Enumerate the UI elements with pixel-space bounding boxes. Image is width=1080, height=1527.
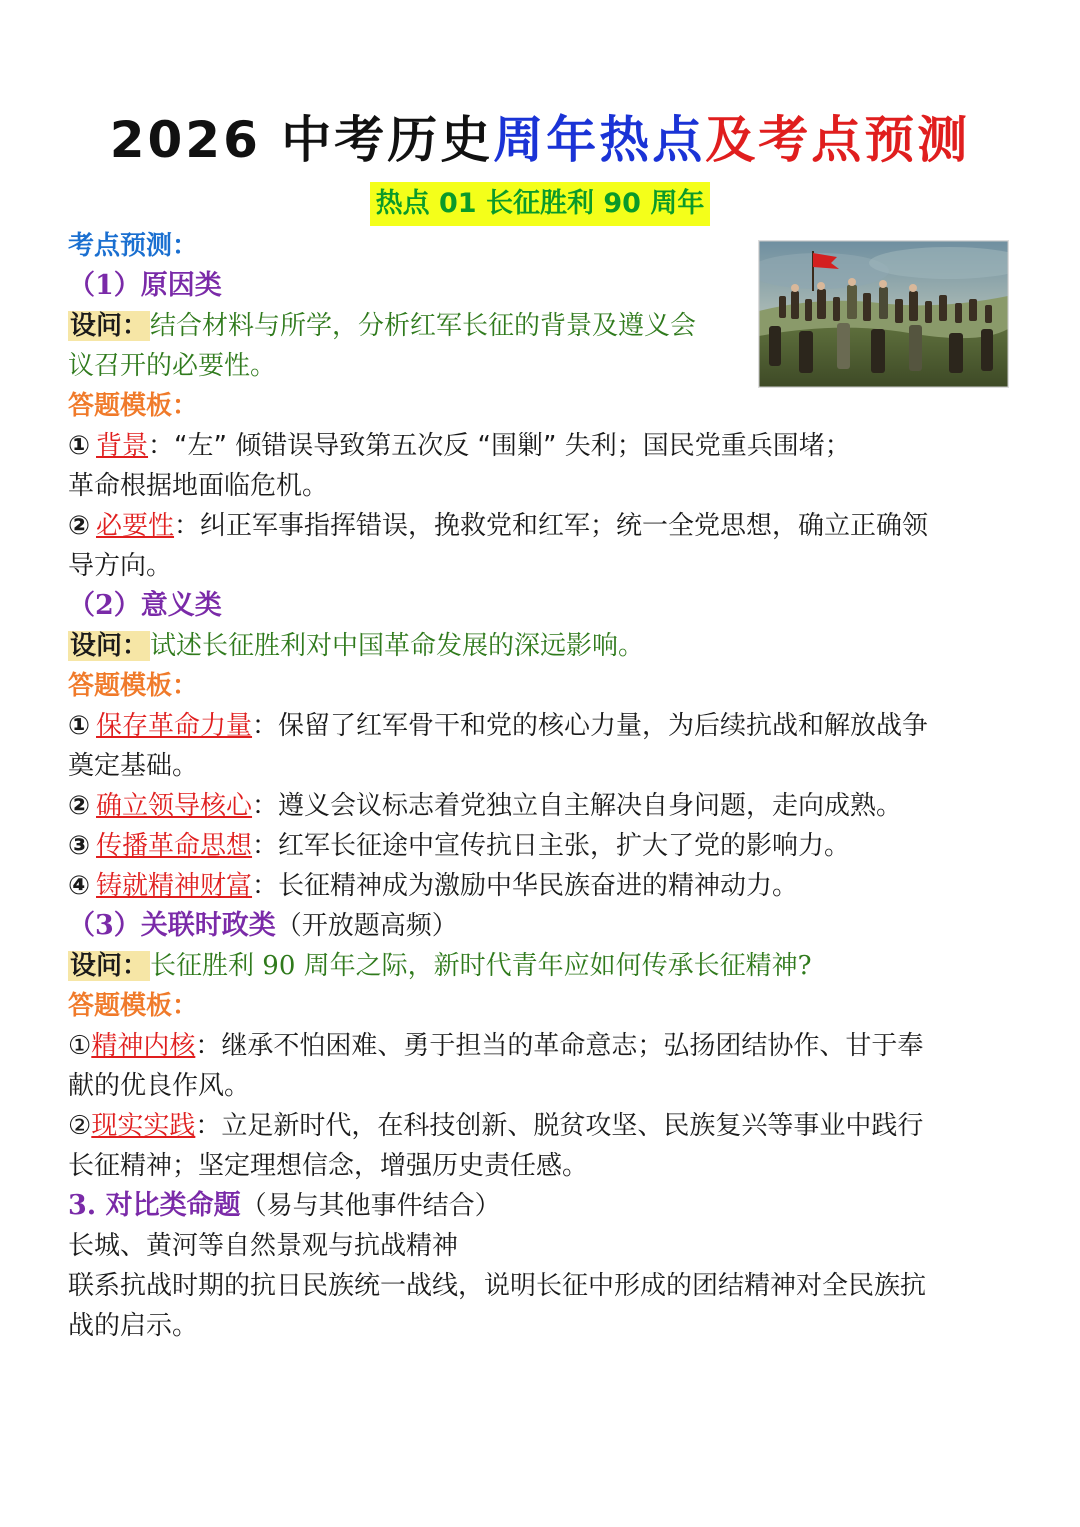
cat1-title-line <box>68 266 1018 306</box>
page-title <box>0 100 1080 172</box>
cat3-title: （3）关联时政类 <box>68 910 276 941</box>
cat3-title-line <box>68 906 1018 946</box>
item-text-cont: 长征精神；坚定理想信念，增强历史责任感。 <box>68 1151 589 1181</box>
cat2-title-line <box>68 586 1018 626</box>
template-label: 答题模板： <box>68 991 199 1021</box>
cat3-note: （开放题高频） <box>275 911 458 941</box>
cat1-item2-line1 <box>68 506 1018 546</box>
item-text: ：遵义会议标志着党独立自主解决自身问题，走向成熟。 <box>252 791 903 821</box>
item-keyword: 传播革命思想 <box>96 831 253 861</box>
cat1-title: （1）原因类 <box>68 270 222 301</box>
cat3-item2-line1 <box>68 1106 1018 1146</box>
cat3-item1-line1 <box>68 1026 1018 1066</box>
item-text: ：纠正军事指挥错误，挽救党和红军；统一全党思想，确立正确领 <box>174 511 929 541</box>
item-keyword: 背景 <box>96 431 149 461</box>
cat3-question-line <box>68 946 1018 986</box>
question-label: 设问： <box>70 951 149 981</box>
item-keyword: 必要性 <box>96 511 175 541</box>
cat2-item2-line <box>68 786 1018 826</box>
item-number: ② <box>68 1111 92 1141</box>
item-text: ：立足新时代，在科技创新、脱贫攻坚、民族复兴等事业中践行 <box>195 1111 924 1141</box>
cat1-question-l1: 结合材料与所学，分析红军长征的背景及遵义会 <box>150 311 697 341</box>
title-part3: 及考点预测 <box>705 111 971 169</box>
question-label: 设问： <box>70 631 149 661</box>
cat2-title: （2）意义类 <box>68 590 222 621</box>
cat2-question: 试述长征胜利对中国革命发展的深远影响。 <box>150 631 645 661</box>
item-number: ④ <box>68 871 91 901</box>
cat4-line1 <box>68 1226 1018 1266</box>
content <box>68 226 1018 1346</box>
item-keyword: 精神内核 <box>91 1031 196 1061</box>
cat3-question: 长征胜利 90 周年之际，新时代青年应如何传承长征精神? <box>150 951 812 981</box>
item-keyword: 保存革命力量 <box>96 711 253 741</box>
template-label: 答题模板： <box>68 391 199 421</box>
item-keyword: 铸就精神财富 <box>96 871 253 901</box>
subtitle-wrap <box>0 182 1080 226</box>
subtitle-highlight: 热点 01 长征胜利 90 周年 <box>370 182 711 226</box>
cat2-item3-line <box>68 826 1018 866</box>
item-number: ① <box>68 1031 92 1061</box>
template-label: 答题模板： <box>68 671 199 701</box>
question-label: 设问： <box>70 311 149 341</box>
item-text-cont: 奠定基础。 <box>68 751 199 781</box>
item-text: ：“左” 倾错误导致第五次反 “围剿” 失利；国民党重兵围堵； <box>148 431 851 461</box>
cat3-template-line <box>68 986 1018 1026</box>
item-number: ② <box>68 791 91 821</box>
cat4-text-2: 联系抗战时期的抗日民族统一战线，说明长征中形成的团结精神对全民族抗 <box>68 1271 927 1301</box>
cat1-question-line1 <box>68 306 1018 346</box>
section-label: 考点预测： <box>68 231 199 261</box>
cat1-item1-line1 <box>68 426 1018 466</box>
cat2-item4-line <box>68 866 1018 906</box>
item-keyword: 确立领导核心 <box>96 791 253 821</box>
item-text-cont: 革命根据地面临危机。 <box>68 471 329 501</box>
cat1-question-line2 <box>68 346 1018 386</box>
cat2-question-line <box>68 626 1018 666</box>
cat2-item1-line1 <box>68 706 1018 746</box>
item-number: ① <box>68 431 91 461</box>
cat4-title: 3. 对比类命题 <box>68 1190 241 1221</box>
item-text: ：保留了红军骨干和党的核心力量，为后续抗战和解放战争 <box>252 711 929 741</box>
cat4-text-1: 长城、黄河等自然景观与抗战精神 <box>68 1231 459 1261</box>
cat4-note: （易与其他事件结合） <box>240 1191 501 1221</box>
cat1-question-l2: 议召开的必要性。 <box>68 351 277 381</box>
cat2-item1-line2 <box>68 746 1018 786</box>
item-text: ：长征精神成为激励中华民族奋进的精神动力。 <box>252 871 799 901</box>
item-text: ：继承不怕困难、勇于担当的革命意志；弘扬团结协作、甘于奉 <box>195 1031 924 1061</box>
item-text-cont: 导方向。 <box>68 551 173 581</box>
cat4-title-line <box>68 1186 1018 1226</box>
cat1-item1-line2 <box>68 466 1018 506</box>
cat1-item2-line2 <box>68 546 1018 586</box>
title-part2: 周年热点 <box>493 111 706 169</box>
cat4-line3 <box>68 1306 1018 1346</box>
cat1-template-line <box>68 386 1018 426</box>
item-number: ③ <box>68 831 91 861</box>
item-text-cont: 献的优良作风。 <box>68 1071 251 1101</box>
section-label-line <box>68 226 1018 266</box>
cat3-item2-line2 <box>68 1146 1018 1186</box>
cat3-item1-line2 <box>68 1066 1018 1106</box>
item-number: ② <box>68 511 91 541</box>
item-number: ① <box>68 711 91 741</box>
cat4-line2 <box>68 1266 1018 1306</box>
item-text: ：红军长征途中宣传抗日主张，扩大了党的影响力。 <box>252 831 851 861</box>
item-keyword: 现实实践 <box>91 1111 196 1141</box>
title-part1: 2026 中考历史 <box>109 111 494 169</box>
cat4-text-3: 战的启示。 <box>68 1311 199 1341</box>
cat2-template-line <box>68 666 1018 706</box>
